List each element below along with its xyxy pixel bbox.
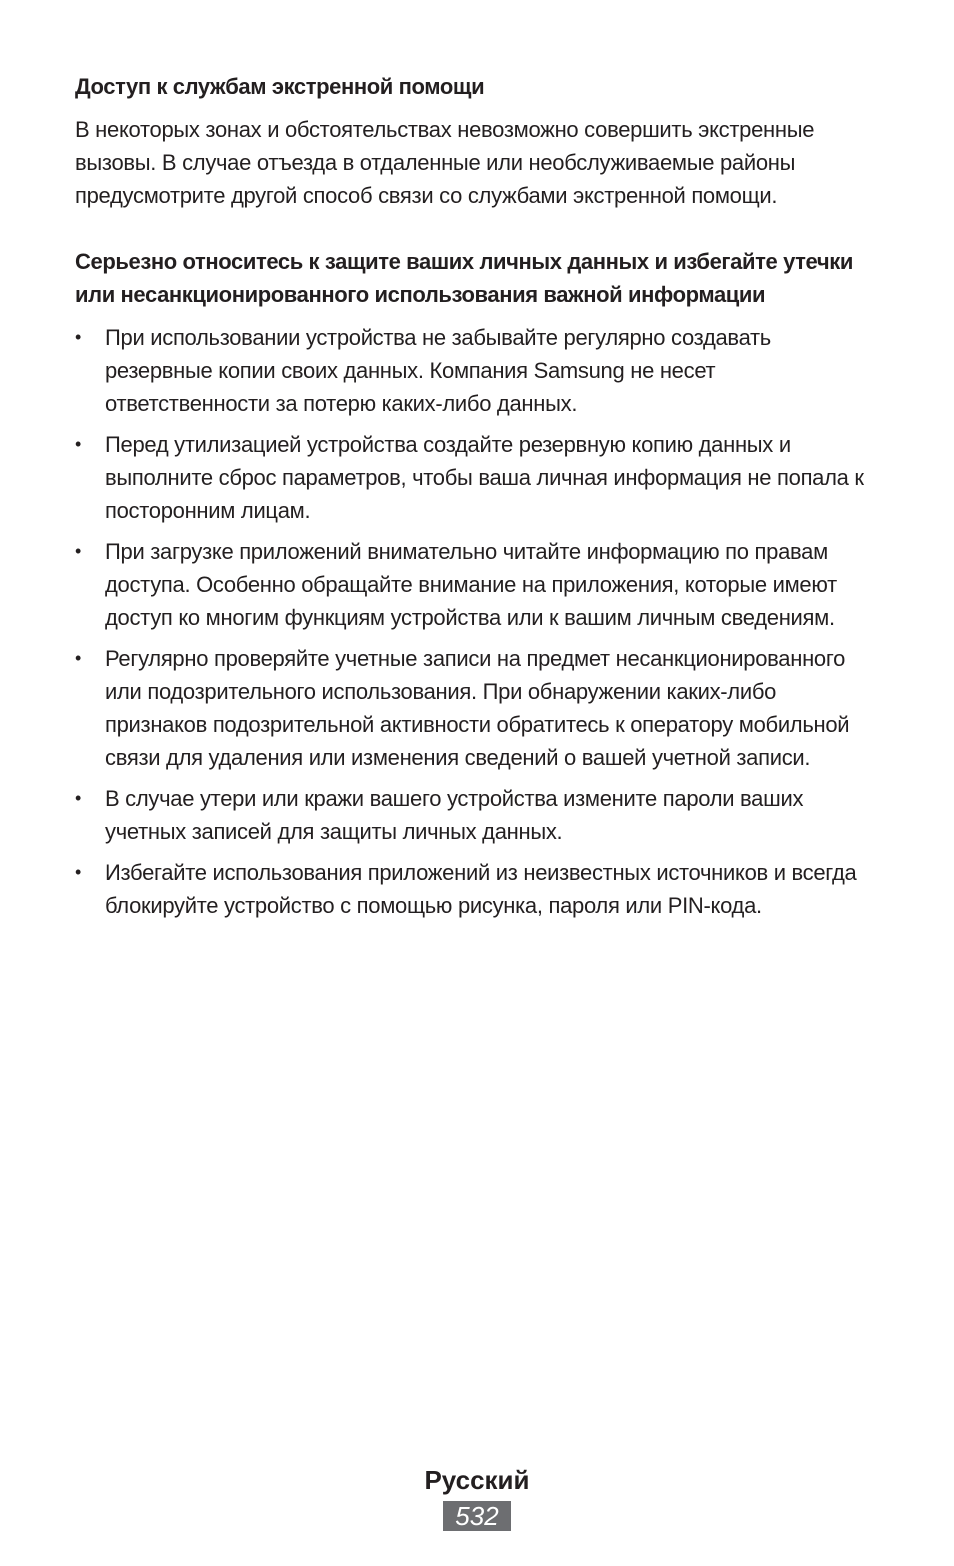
list-item-text: Перед утилизацией устройства создайте резервную копию данных и выполните сброс параметров, чтобы ваша личная информация не попала к посторонним лицам. (105, 432, 864, 523)
list-item (75, 782, 875, 848)
privacy-bullet-list (75, 321, 875, 922)
list-item-text: В случае утери или кражи вашего устройства измените пароли ваших учетных записей для защиты личных данных. (105, 786, 804, 844)
bullet-icon: • (75, 434, 82, 454)
list-item (75, 535, 875, 634)
list-item-text: При использовании устройства не забывайте регулярно создавать резервные копии своих данных. Компания Samsung не несет ответственности за потерю каких-либо данных. (105, 325, 771, 416)
page-number-badge: 532 (443, 1501, 511, 1531)
list-item-text: Избегайте использования приложений из неизвестных источников и всегда блокируйте устройство с помощью рисунка, пароля или PIN-кода. (105, 860, 857, 918)
section-heading-privacy: Серьезно относитесь к защите ваших личных данных и избегайте утечки или несанкционированного использования важной информации (75, 249, 853, 307)
bullet-icon: • (75, 862, 82, 882)
list-item-text: Регулярно проверяйте учетные записи на предмет несанкционированного или подозрительного использования. При обнаружении каких-либо признаков подозрительной активности обратитесь к оператору мобильной связи для удаления или изменения сведений о вашей учетной записи. (105, 646, 850, 770)
footer-language: Русский (424, 1465, 530, 1495)
list-item-text: При загрузке приложений внимательно читайте информацию по правам доступа. Особенно обращайте внимание на приложения, которые имеют доступ ко многим функциям устройства или к вашим личным сведениям. (105, 539, 837, 630)
section-heading-emergency: Доступ к службам экстренной помощи (75, 74, 485, 99)
list-item (75, 856, 875, 922)
bullet-icon: • (75, 541, 82, 561)
emergency-paragraph: В некоторых зонах и обстоятельствах невозможно совершить экстренные вызовы. В случае отъезда в отдаленные или необслуживаемые районы предусмотрите другой способ связи со службами экстренной помощи. (75, 117, 815, 208)
list-item (75, 321, 875, 420)
list-item (75, 642, 875, 774)
page-content (75, 70, 875, 930)
page-footer (0, 1463, 954, 1531)
bullet-icon: • (75, 648, 82, 668)
bullet-icon: • (75, 327, 82, 347)
bullet-icon: • (75, 788, 82, 808)
list-item (75, 428, 875, 527)
